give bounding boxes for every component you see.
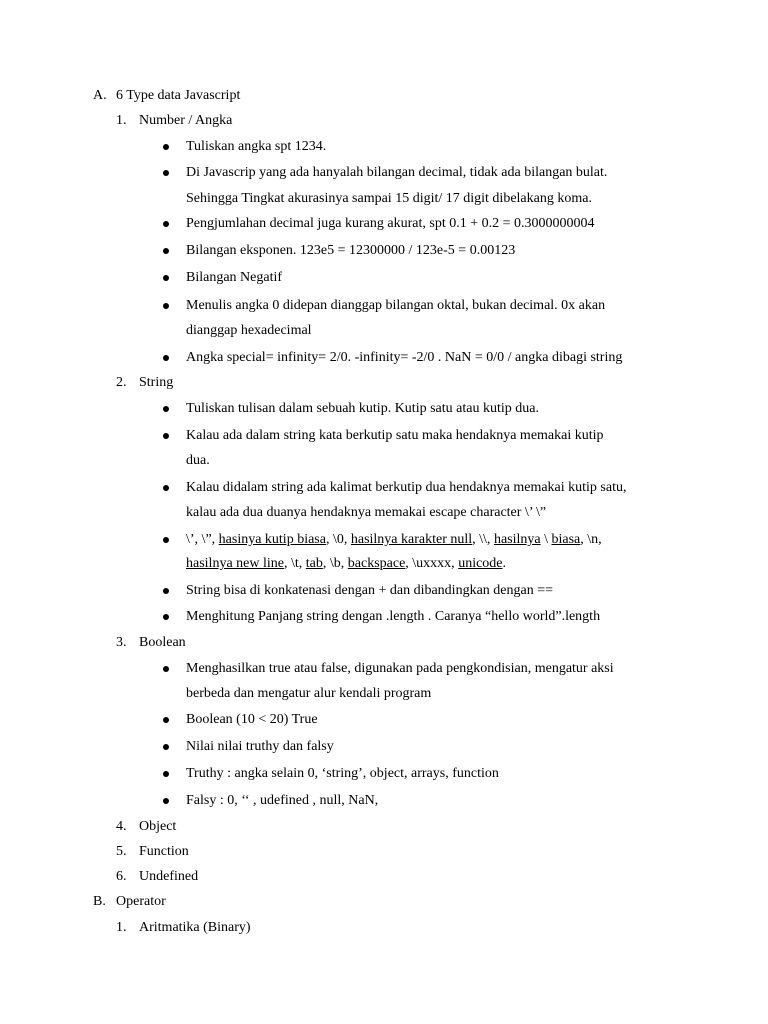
bullet-icon <box>163 588 169 594</box>
bullet-icon <box>163 666 169 672</box>
escape-text: , \n, <box>580 532 602 547</box>
bullet-icon <box>163 355 169 361</box>
bullet-text-line: Bilangan Negatif <box>186 270 283 285</box>
bullet-icon <box>163 275 169 281</box>
bullet-icon <box>163 717 169 723</box>
section-marker: A. <box>93 88 107 103</box>
bullet-icon <box>163 144 169 150</box>
bullet-icon <box>163 406 169 412</box>
section-heading: 6 Type data Javascript <box>116 88 241 103</box>
escape-text: , \\, <box>472 532 494 547</box>
bullet-text-line: dianggap hexadecimal <box>186 323 312 338</box>
underlined-term: hasilnya karakter null <box>350 532 473 547</box>
bullet-icon <box>163 248 169 254</box>
escape-text: , \uxxxx, <box>405 556 459 571</box>
list-item-title: Undefined <box>139 869 199 884</box>
bullet-text-line: berbeda dan mengatur alur kendali program <box>186 686 432 701</box>
list-item-title: Number / Angka <box>139 113 233 128</box>
bullet-text-line: dua. <box>186 453 210 468</box>
bullet-text-line: Tuliskan angka spt 1234. <box>186 139 327 154</box>
list-item-number: 6. <box>116 869 127 884</box>
list-item-number: 5. <box>116 844 127 859</box>
list-item-number: 1. <box>116 920 127 935</box>
list-item-number: 3. <box>116 635 127 650</box>
bullet-icon <box>163 303 169 309</box>
escape-text: , \t, <box>283 556 306 571</box>
list-item-number: 4. <box>116 819 127 834</box>
underlined-term: unicode <box>458 556 503 571</box>
escape-text: \’, \”, <box>186 532 219 547</box>
bullet-icon <box>163 614 169 620</box>
bullet-text-line: Boolean (10 < 20) True <box>186 712 318 727</box>
list-item-title: Object <box>139 819 177 834</box>
escape-text: , \0, <box>325 532 351 547</box>
bullet-text-line: Menghitung Panjang string dengan .length . Caranya “hello world”.length <box>186 609 601 624</box>
bullet-text-line: Tuliskan tulisan dalam sebuah kutip. Kutip satu atau kutip dua. <box>186 401 539 416</box>
list-item-title: Boolean <box>139 635 186 650</box>
bullet-icon <box>163 221 169 227</box>
list-item-number: 2. <box>116 375 127 390</box>
bullet-icon <box>163 485 169 491</box>
escape-text: , \b, <box>322 556 348 571</box>
bullet-text-line: Nilai nilai truthy dan falsy <box>186 739 334 754</box>
underlined-term: backspace <box>347 556 406 571</box>
bullet-icon <box>163 433 169 439</box>
bullet-text-line: Sehingga Tingkat akurasinya sampai 15 digit/ 17 digit dibelakang koma. <box>186 191 592 206</box>
bullet-icon <box>163 170 169 176</box>
section-heading: Operator <box>116 894 166 909</box>
list-item-title: Function <box>139 844 189 859</box>
escape-sequence-line <box>186 555 506 573</box>
section-marker: B. <box>93 894 106 909</box>
underlined-term: hasilnya <box>493 532 541 547</box>
bullet-icon <box>163 798 169 804</box>
bullet-text-line: Bilangan eksponen. 123e5 = 12300000 / 123e-5 = 0.00123 <box>186 243 516 258</box>
bullet-text-line: Menulis angka 0 didepan dianggap bilangan oktal, bukan decimal. 0x akan <box>186 298 606 313</box>
underlined-term: tab <box>305 556 323 571</box>
bullet-text-line: Menghasilkan true atau false, digunakan pada pengkondisian, mengatur aksi <box>186 661 614 676</box>
underlined-term: biasa <box>551 532 581 547</box>
bullet-icon <box>163 744 169 750</box>
bullet-text-line: Kalau didalam string ada kalimat berkutip dua hendaknya memakai kutip satu, <box>186 480 627 495</box>
list-item-number: 1. <box>116 113 127 128</box>
list-item-title: String <box>139 375 174 390</box>
escape-text: \ <box>540 532 552 547</box>
bullet-text-line: kalau ada dua duanya hendaknya memakai escape character \’ \” <box>186 505 547 520</box>
bullet-text-line: Pengjumlahan decimal juga kurang akurat, spt 0.1 + 0.2 = 0.3000000004 <box>186 216 595 231</box>
underlined-term: hasinya kutip biasa <box>218 532 326 547</box>
bullet-text-line: Kalau ada dalam string kata berkutip satu maka hendaknya memakai kutip <box>186 428 604 443</box>
bullet-text-line: String bisa di konkatenasi dengan + dan dibandingkan dengan == <box>186 583 554 598</box>
bullet-text-line: Falsy : 0, ‘‘ , udefined , null, NaN, <box>186 793 379 808</box>
underlined-term: hasilnya new line <box>186 556 284 571</box>
bullet-icon <box>163 537 169 543</box>
bullet-text-line: Truthy : angka selain 0, ‘string’, object, arrays, function <box>186 766 499 781</box>
escape-text: . <box>502 556 507 571</box>
bullet-text-line: Angka special= infinity= 2/0. -infinity= -2/0 . NaN = 0/0 / angka dibagi string <box>186 350 623 365</box>
list-item-title: Aritmatika (Binary) <box>139 920 251 935</box>
escape-sequence-line <box>186 531 602 549</box>
bullet-text-line: Di Javascrip yang ada hanyalah bilangan decimal, tidak ada bilangan bulat. <box>186 165 608 180</box>
bullet-icon <box>163 771 169 777</box>
